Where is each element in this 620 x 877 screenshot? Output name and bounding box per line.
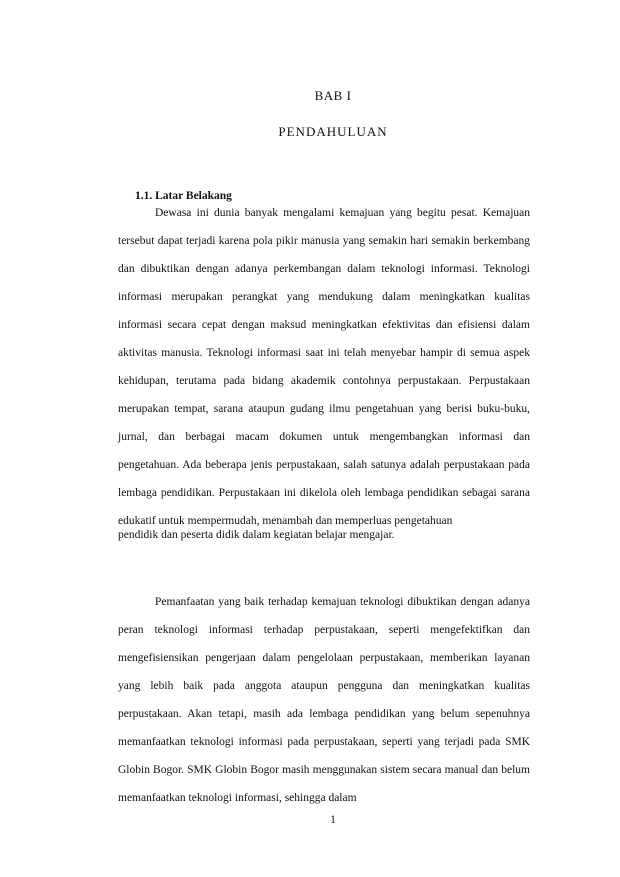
paragraph: pendidik dan peserta didik dalam kegiatan belajar mengajar. xyxy=(118,529,395,541)
chapter-title: PENDAHULUAN xyxy=(278,124,388,139)
section-heading: 1.1. Latar Belakang xyxy=(135,190,232,202)
paragraph: Dewasa ini dunia banyak mengalami kemajuan yang begitu pesat. Kemajuan tersebut dapat terjadi karena pola pikir manusia yang semakin hari semakin berkembang dan dibuktikan dengan adanya perkembangan dalam teknologi informasi. Teknologi informasi merupakan perangkat yang mendukung dalam meningkatkan kualitas informasi secara cepat dengan maksud meningkatkan efektivitas dan efisiensi dalam aktivitas manusia. Teknologi informasi saat ini telah menyebar hampir di semua aspek kehidupan, terutama pada bidang akademik contohnya perpustakaan. Perpustakaan merupakan tempat, sarana ataupun gudang ilmu pengetahuan yang berisi buku-buku, jurnal, dan berbagai macam dokumen untuk mengembangkan informasi dan pengetahuan. Ada beberapa jenis perpustakaan, salah satunya adalah perpustakaan pada lembaga pendidikan. Perpustakaan ini dikelola oleh lembaga pendidikan sebagai sarana edukatif untuk mempermudah, menambah dan memperluas pengetahuan xyxy=(118,207,530,527)
paragraph: Pemanfaatan yang baik terhadap kemajuan teknologi dibuktikan dengan adanya peran teknologi informasi terhadap perpustakaan, seperti mengefektifkan dan mengefisiensikan pengerjaan dalam pengelolaan perpustakaan, memberikan layanan yang lebih baik pada anggota ataupun pengguna dan meningkatkan kualitas perpustakaan. Akan tetapi, masih ada lembaga pendidikan yang belum sepenuhnya memanfaatkan teknologi informasi pada perpustakaan, seperti yang terjadi pada SMK Globin Bogor. SMK Globin Bogor masih menggunakan sistem secara manual dan belum memanfaatkan teknologi informasi, sehingga dalam xyxy=(118,596,530,804)
paragraph-group-1 xyxy=(118,199,530,542)
chapter-label: BAB I xyxy=(314,88,352,103)
page-number: 1 xyxy=(330,814,336,826)
